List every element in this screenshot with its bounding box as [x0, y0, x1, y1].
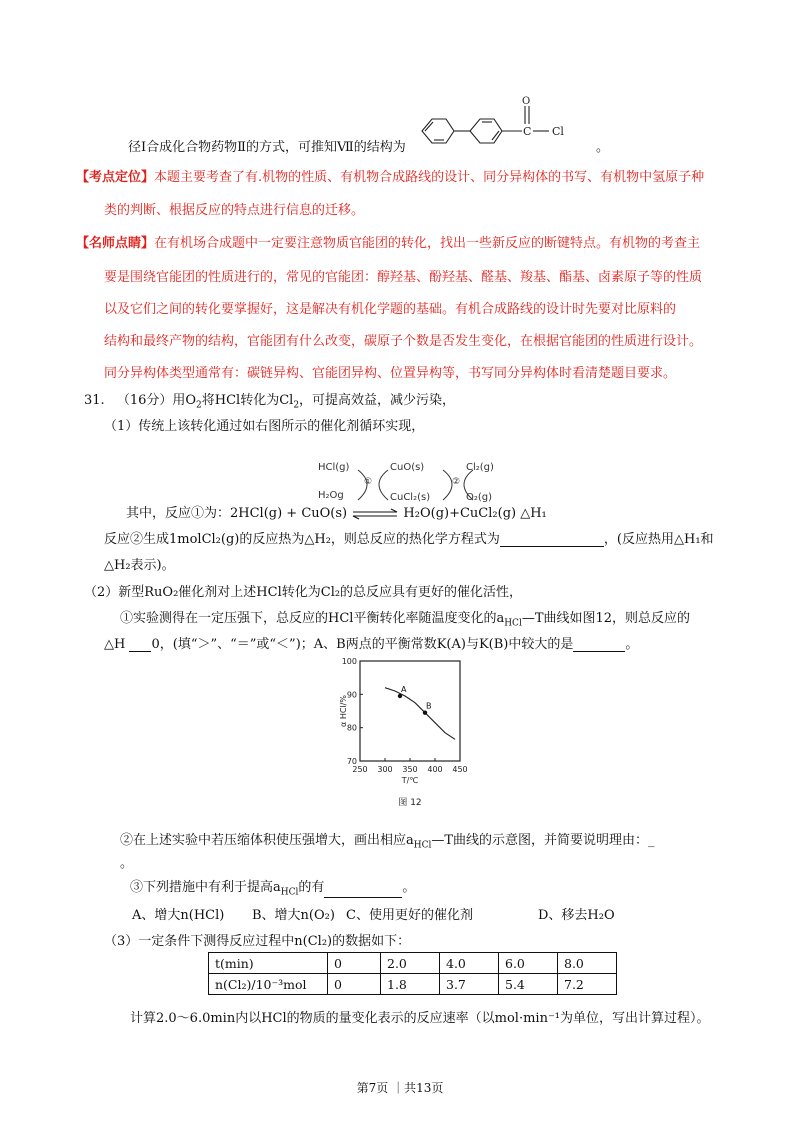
y-tick-label: 80	[346, 723, 357, 733]
q31-score: （16分）用O	[116, 393, 197, 408]
x-tick-label: 400	[427, 765, 443, 774]
table-cell: 8.0	[558, 953, 617, 974]
q31-part3: （3）一定条件下测得反应过程中n(Cl₂)的数据如下：	[104, 934, 411, 949]
q31-number: 31.	[84, 393, 105, 408]
point-a	[398, 694, 402, 698]
q31-part2-2-next: 。	[120, 856, 134, 871]
p2-3-end: 的有	[298, 880, 325, 895]
table-row	[209, 953, 617, 974]
table-header-ncl2: n(Cl₂)/10⁻³mol	[209, 974, 328, 995]
q31-stem-rest: 将HCl转化为Cl	[201, 393, 294, 408]
mingshi-tag: 【名师点睛】	[76, 236, 155, 251]
answer-blank-thermo[interactable]	[500, 531, 604, 547]
p2-2-text: ②在上述实验中若压缩体积使压强增大，画出相应a	[120, 833, 414, 848]
q31-part2-2	[120, 829, 655, 851]
chart-caption: 图 12	[398, 798, 422, 808]
route-text	[128, 136, 406, 155]
p2-1b-end: 。	[625, 637, 639, 652]
table-cell: 1.8	[381, 974, 440, 995]
page-footer: 第7页 ｜共13页	[356, 1081, 444, 1095]
x-tick-label: 300	[377, 765, 393, 774]
table-cell: 7.2	[558, 974, 617, 995]
kaodian-line2: 类的判断、根据反应的特点进行信息的迁移。	[104, 203, 365, 218]
table-cell: 5.4	[499, 974, 558, 995]
x-tick-label: 250	[352, 765, 368, 774]
struct-cl: Cl	[552, 125, 564, 138]
struct-o: O	[522, 96, 531, 107]
q31-part2-1a	[120, 607, 690, 629]
table-cell: 4.0	[440, 953, 499, 974]
point-b	[423, 710, 427, 714]
kaodian-text1: 本题主要考查了有.机物的性质、有机物合成路线的设计、同分异构体的书写、有机物中氢原子种	[154, 170, 705, 185]
table-cell: 6.0	[499, 953, 558, 974]
mingshi-text1: 在有机场合成题中一定要注意物质官能团的转化，找出一些新反应的断键特点。有机物的考查主	[154, 236, 701, 251]
p2-2-sub: HCl	[413, 840, 432, 851]
p2-3-sub: HCl	[280, 887, 299, 898]
cycle-step1: ①	[364, 477, 373, 487]
point-label-b: B	[426, 701, 432, 711]
mingshi-line1	[76, 232, 700, 251]
reaction2-text: 反应②生成1molCl₂(g)的反应热为△H₂，则总反应的热化学方程式为	[104, 532, 500, 547]
route-end: 。	[596, 140, 610, 155]
mingshi-line3: 以及它们之间的转化要掌握好，这是解决有机化学题的基础。有机合成路线的设计时先要对比原料的	[104, 302, 677, 317]
kaodian-line1	[76, 166, 704, 185]
table-cell: 2.0	[381, 953, 440, 974]
reaction2-tail: ，(反应热用△H₁和	[603, 532, 714, 547]
p2-1a-text: ①实验测得在一定压强下，总反应的HCl平衡转化率随温度变化的a	[120, 611, 505, 626]
x-tick-label: 450	[452, 765, 468, 774]
option-d: D、移去H₂O	[538, 908, 615, 923]
route-text-body: 径Ⅰ合成化合物药物Ⅱ的方式，可推知Ⅶ的结构为	[128, 140, 406, 155]
table-header-time: t(min)	[209, 953, 328, 974]
q31-part1: （1）传统上该转化通过如右图所示的催化剂循环实现，	[104, 419, 425, 434]
answer-blank-K[interactable]	[573, 636, 625, 652]
p2-1a-end: —T曲线如图12，则总反应的	[521, 611, 691, 626]
q31-part2-1b	[104, 633, 638, 652]
reaction1-right: H₂O(g)+CuCl₂(g) △H₁	[403, 506, 547, 521]
option-b: B、增大n(O₂)	[252, 908, 335, 923]
cl2-data-table	[208, 952, 617, 995]
mingshi-line2: 要是围绕官能团的性质进行的，常见的官能团：醇羟基、酚羟基、醛基、羧基、酯基、卤素原子等的性质	[104, 270, 703, 285]
q31-stem-end: ，可提高效益，减少污染，	[299, 393, 456, 408]
reaction2-line	[104, 528, 714, 547]
conversion-temperature-chart	[336, 655, 476, 815]
table-cell: 3.7	[440, 974, 499, 995]
q31-part2-3	[130, 876, 415, 898]
plot-frame	[360, 661, 460, 761]
mingshi-line4: 结构和最终产物的结构，官能团有什么改变，碳原子个数是否发生变化，在根据官能团的性质进行设计。	[104, 334, 703, 349]
catalyst-cycle-diagram	[318, 460, 498, 508]
q31-stem: 31. （16分）用$O_2$将HCl转化为$Cl_2$，可提高效益，减少污染，	[84, 393, 456, 411]
reaction2-line2: △H₂表示)。	[104, 558, 175, 573]
acyl-chloride-structure	[412, 94, 587, 154]
p2-1b-mid: 0，(填“＞”、“＝”或“＜”)；A、B两点的平衡常数K(A)与K(B)中较大的是	[151, 637, 574, 652]
p2-1b-pre: △H	[104, 637, 126, 652]
answer-blank-deltaH[interactable]	[129, 636, 151, 652]
struct-c: C	[523, 125, 532, 138]
p2-3-period: 。	[402, 880, 416, 895]
y-tick-label: 90	[346, 690, 357, 700]
p2-2-end: —T曲线的示意图，并简要说明理由：_	[431, 833, 655, 848]
p2-3-text: ③下列措施中有利于提高a	[130, 880, 281, 895]
q31-part2: （2）新型RuO₂催化剂对上述HCl转化为Cl₂的总反应具有更好的催化活性，	[84, 585, 523, 600]
y-tick-label: 100	[341, 657, 357, 666]
x-tick-label: 350	[402, 765, 418, 774]
kaodian-tag: 【考点定位】	[76, 170, 155, 185]
answer-blank-measures[interactable]	[324, 882, 402, 898]
table-cell: 0	[328, 974, 381, 995]
equilibrium-arrow-icon	[351, 508, 399, 520]
cycle-cuo: CuO(s)	[390, 462, 425, 473]
reaction1-left: 其中，反应①为：2HCl(g) + CuO(s)	[126, 506, 348, 521]
option-c: C、使用更好的催化剂	[346, 908, 473, 923]
y-tick-label: 70	[346, 757, 357, 766]
x-axis-label: T/℃	[401, 776, 419, 785]
p2-1a-sub: HCl	[504, 618, 522, 629]
cycle-step2: ②	[452, 477, 461, 487]
mingshi-line5: 同分异构体类型通常有：碳链异构、官能团异构、位置异构等，书写同分异构体时看清楚题目要求。	[104, 366, 677, 381]
cycle-hcl: HCl(g)	[318, 462, 350, 473]
series-line	[385, 688, 455, 740]
table-row	[209, 974, 617, 995]
y-axis-label: α HCl/%	[339, 695, 348, 727]
cycle-h2o: H₂Og	[318, 490, 344, 501]
table-cell: 0	[328, 953, 381, 974]
option-a: A、增大n(HCl)	[132, 908, 225, 923]
cycle-cucl2: CuCl₂(s)	[390, 492, 431, 503]
q31-part3-calc: 计算2.0～6.0min内以HCl的物质的量变化表示的反应速率（以mol·min⁻¹为单位，写出计算过程）。	[130, 1011, 710, 1026]
reaction1-line	[126, 502, 547, 521]
point-label-a: A	[401, 685, 407, 694]
cycle-cl2: Cl₂(g)	[466, 462, 494, 473]
cycle-arrows	[318, 460, 498, 508]
cycle-o2: O₂(g)	[466, 492, 493, 503]
